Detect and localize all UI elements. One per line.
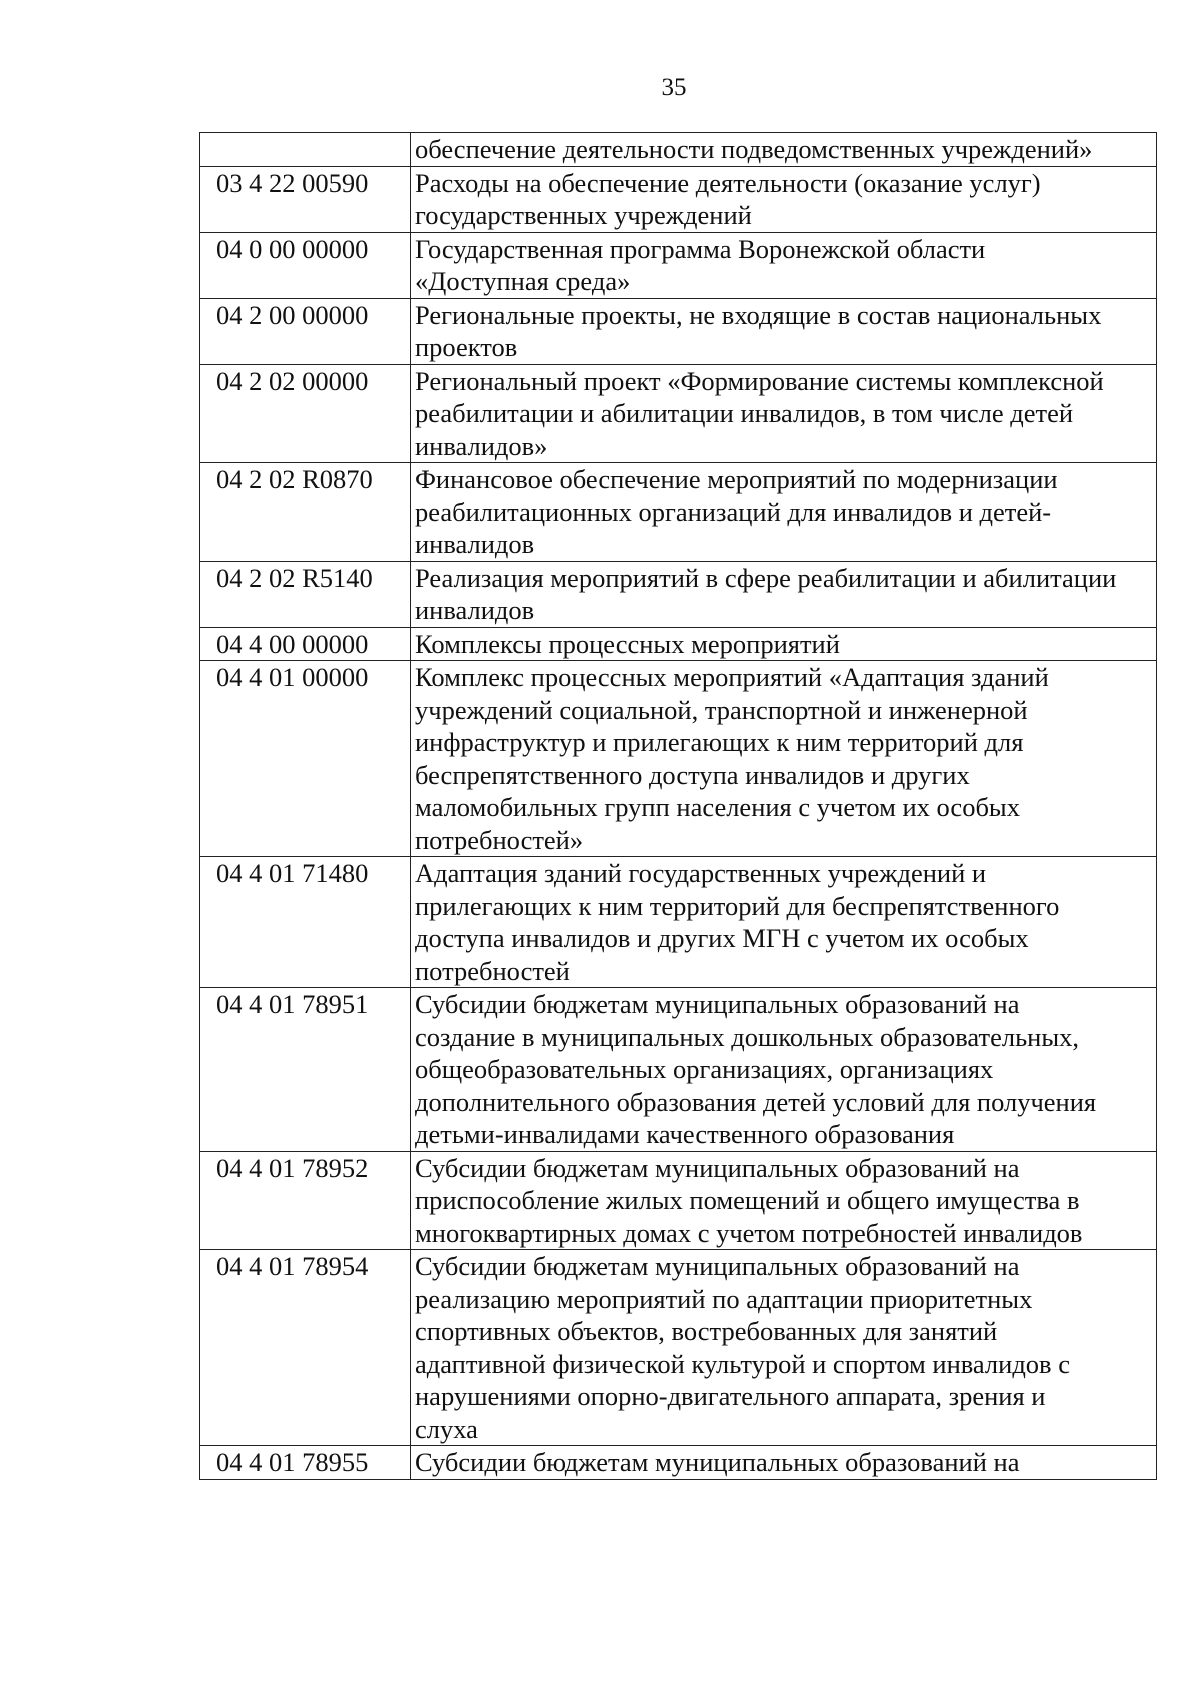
description-line: адаптивной физической культурой и спортом инвалидов с — [415, 1348, 1070, 1379]
budget-code-cell: 03 4 22 00590 — [200, 166, 411, 232]
description-cell — [411, 463, 1157, 562]
description-line: реабилитационных организаций для инвалидов и детей- — [415, 496, 1052, 527]
description-line: Адаптация зданий государственных учреждений и — [415, 858, 987, 888]
description-line: приспособление жилых помещений и общего имущества в — [415, 1185, 1080, 1215]
budget-code-cell: 04 2 02 R5140 — [200, 561, 411, 627]
description-cell — [411, 1446, 1157, 1480]
description-cell — [411, 561, 1157, 627]
description-cell — [411, 627, 1157, 661]
table-row — [200, 166, 1157, 232]
description-cell — [411, 988, 1157, 1152]
description-line: Субсидии бюджетам муниципальных образований на — [415, 1251, 1020, 1281]
budget-code-cell: 04 4 00 00000 — [200, 627, 411, 661]
description-line: потребностей» — [415, 824, 584, 855]
table-row — [200, 133, 1157, 167]
description-line: слуха — [415, 1413, 478, 1444]
description-line: Субсидии бюджетам муниципальных образований на — [415, 1152, 1020, 1183]
description-cell — [411, 133, 1157, 167]
description-line: Региональные проекты, не входящие в состав национальных — [415, 299, 1102, 330]
description-line: Расходы на обеспечение деятельности (оказание услуг) — [415, 167, 1041, 198]
budget-code-cell: 04 4 01 71480 — [200, 857, 411, 988]
table-row — [200, 298, 1157, 364]
table-row — [200, 463, 1157, 562]
description-line: детьми-инвалидами качественного образования — [415, 1119, 955, 1149]
table-row — [200, 364, 1157, 463]
table-row — [200, 1446, 1157, 1480]
description-cell — [411, 661, 1157, 857]
budget-code-cell: 04 2 02 R0870 — [200, 463, 411, 562]
table-row — [200, 1151, 1157, 1250]
table-row — [200, 661, 1157, 857]
description-line: инфраструктур и прилегающих к ним территорий для — [415, 727, 1024, 757]
budget-code-table — [199, 132, 1157, 1480]
description-cell — [411, 1250, 1157, 1446]
description-cell — [411, 364, 1157, 463]
description-line: реабилитации и абилитации инвалидов, в том числе детей — [415, 398, 1074, 428]
description-line: Субсидии бюджетам муниципальных образований на — [415, 1447, 1020, 1477]
description-line: «Доступная среда» — [415, 266, 631, 296]
budget-code-cell: 04 0 00 00000 — [200, 232, 411, 298]
description-line: Субсидии бюджетам муниципальных образований на — [415, 989, 1020, 1019]
description-line: маломобильных групп населения с учетом их особых — [415, 792, 1020, 822]
table-row — [200, 1250, 1157, 1446]
table-row — [200, 988, 1157, 1152]
description-line: потребностей — [415, 955, 570, 986]
description-line: Региональный проект «Формирование системы комплексной — [415, 365, 1104, 396]
description-line: дополнительного образования детей условий для получения — [415, 1086, 1097, 1117]
description-line: инвалидов — [415, 529, 535, 559]
budget-code-cell: 04 2 02 00000 — [200, 364, 411, 463]
description-cell — [411, 1151, 1157, 1250]
description-line: инвалидов — [415, 595, 535, 625]
description-line: Финансовое обеспечение мероприятий по модернизации — [415, 464, 1058, 494]
description-cell — [411, 298, 1157, 364]
page-number: 35 — [661, 74, 687, 101]
description-line: общеобразовательных организациях, организациях — [415, 1054, 994, 1084]
description-line: инвалидов» — [415, 430, 548, 461]
description-line: Реализация мероприятий в сфере реабилитации и абилитации — [415, 562, 1117, 593]
description-line: нарушениями опорно-двигательного аппарата, зрения и — [415, 1381, 1046, 1411]
description-line: проектов — [415, 332, 518, 362]
description-line: прилегающих к ним территорий для беспрепятственного — [415, 890, 1060, 921]
description-line: Комплекс процессных мероприятий «Адаптация зданий — [415, 662, 1049, 692]
table-row — [200, 232, 1157, 298]
description-line: многоквартирных домах с учетом потребностей инвалидов — [415, 1217, 1083, 1248]
budget-code-cell: 04 4 01 00000 — [200, 661, 411, 857]
budget-code-cell: 04 4 01 78954 — [200, 1250, 411, 1446]
budget-code-cell: 04 4 01 78951 — [200, 988, 411, 1152]
description-line: государственных учреждений — [415, 200, 752, 230]
description-cell — [411, 166, 1157, 232]
description-line: Комплексы процессных мероприятий — [415, 628, 840, 659]
table-row — [200, 627, 1157, 661]
budget-code-cell: 04 2 00 00000 — [200, 298, 411, 364]
description-line: обеспечение деятельности подведомственных учреждений» — [415, 134, 1093, 164]
description-line: создание в муниципальных дошкольных образовательных, — [415, 1021, 1080, 1052]
table-body — [200, 133, 1157, 1480]
budget-code-cell: 04 4 01 78952 — [200, 1151, 411, 1250]
table-row — [200, 857, 1157, 988]
description-line: Государственная программа Воронежской области — [415, 233, 986, 264]
description-line: учреждений социальной, транспортной и инженерной — [415, 694, 1028, 725]
description-line: беспрепятственного доступа инвалидов и других — [415, 759, 970, 790]
description-line: реализацию мероприятий по адаптации приоритетных — [415, 1283, 1033, 1314]
description-cell — [411, 232, 1157, 298]
budget-code-cell: 04 4 01 78955 — [200, 1446, 411, 1480]
budget-code-cell — [200, 133, 411, 167]
description-cell — [411, 857, 1157, 988]
description-line: спортивных объектов, востребованных для занятий — [415, 1316, 998, 1346]
description-line: доступа инвалидов и других МГН с учетом их особых — [415, 923, 1029, 953]
table-row — [200, 561, 1157, 627]
